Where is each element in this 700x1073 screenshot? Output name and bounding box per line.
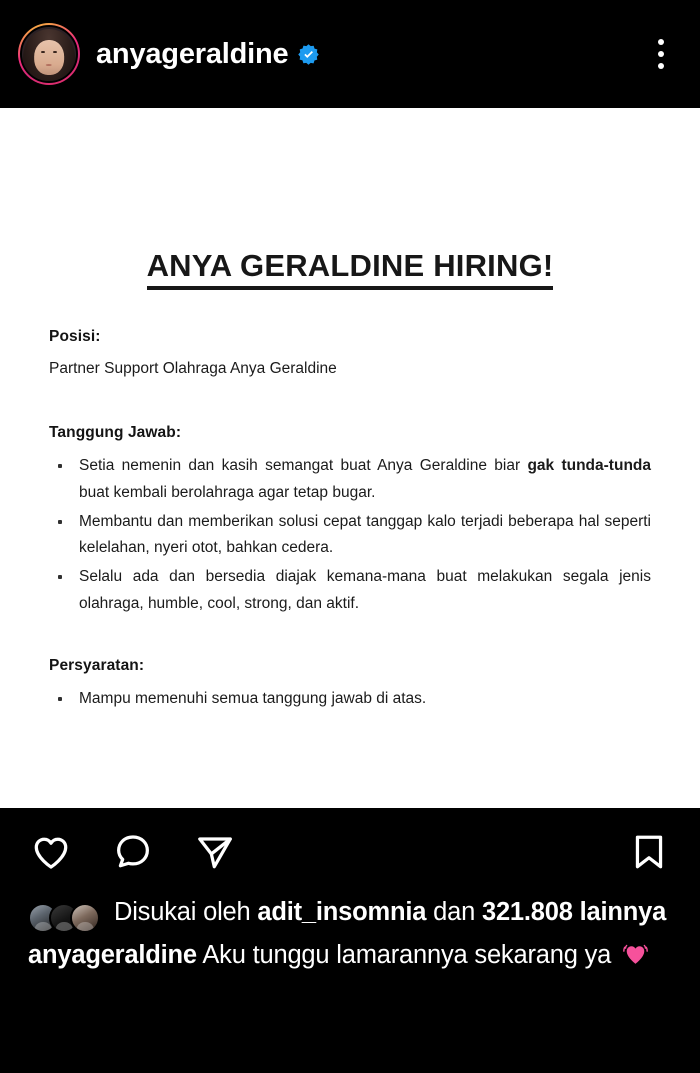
section-heading: Posisi: [49, 328, 101, 345]
requirements-list [49, 686, 651, 713]
action-bar [0, 808, 700, 896]
bullet-text-pre: Mampu memenuhi semua tanggung jawab di atas. [79, 690, 427, 708]
avatar-image [20, 25, 78, 83]
share-icon [194, 831, 236, 873]
save-button[interactable] [626, 829, 672, 875]
verified-badge-icon [297, 43, 320, 66]
username-group[interactable] [96, 38, 644, 71]
more-dot [658, 39, 664, 45]
bookmark-icon [628, 831, 670, 873]
section-heading: Persyaratan: [49, 657, 145, 675]
liker-username[interactable]: adit_insomnia [257, 898, 427, 926]
bullet-text-post: buat kembali berolahraga agar tetap bugar. [79, 483, 376, 501]
more-dot [658, 51, 664, 57]
more-options-icon[interactable] [644, 34, 678, 74]
comment-button[interactable] [110, 829, 156, 875]
likes-count: 321.808 [481, 898, 573, 926]
list-item [49, 453, 651, 506]
section-posisi [49, 328, 651, 380]
bullet-text-bold: gak tunda-tunda [527, 457, 651, 475]
avatar[interactable] [18, 23, 80, 85]
avatar [70, 903, 100, 933]
likes-row[interactable] [0, 896, 700, 933]
list-item [49, 686, 651, 713]
likes-prefix: Disukai oleh [114, 898, 258, 926]
section-persyaratan [49, 657, 651, 713]
section-body: Partner Support Olahraga Anya Geraldine [49, 360, 337, 377]
avatar-face-shape [34, 40, 64, 75]
post-header [0, 0, 700, 108]
caption-username[interactable]: anyageraldine [28, 941, 197, 969]
section-tanggung-jawab [49, 424, 651, 617]
username-label[interactable]: anyageraldine [96, 37, 289, 70]
action-bar-left [28, 829, 238, 875]
post-caption [0, 933, 700, 972]
likes-suffix: lainnya [572, 898, 667, 926]
more-dot [658, 63, 664, 69]
responsibilities-list [49, 453, 651, 617]
heart-icon [30, 831, 72, 873]
flyer-title [49, 108, 651, 284]
share-button[interactable] [192, 829, 238, 875]
comment-icon [112, 831, 154, 873]
bullet-text-pre: Setia nemenin dan kasih semangat buat Anya Geraldine biar [79, 457, 528, 475]
bullet-text-pre: Selalu ada dan bersedia diajak kemana-mana buat melakukan segala jenis olahraga, humble, cool, strong, dan aktif. [79, 567, 651, 612]
section-heading: Tanggung Jawab: [49, 424, 182, 442]
like-button[interactable] [28, 829, 74, 875]
post-media-flyer[interactable] [0, 108, 700, 808]
list-item [49, 564, 651, 617]
bullet-text-pre: Membantu dan memberikan solusi cepat tanggap kalo terjadi beberapa hal seperti kelelahan, nyeri otot, bahkan cedera. [79, 512, 651, 557]
beating-heart-emoji [622, 940, 649, 967]
caption-text: Aku tunggu lamarannya sekarang ya [196, 941, 618, 969]
likes-label [114, 896, 666, 929]
likes-middle: dan [426, 898, 482, 926]
list-item [49, 509, 651, 562]
liker-avatars[interactable] [28, 903, 100, 933]
flyer-title-text: ANYA GERALDINE HIRING! [147, 248, 554, 290]
